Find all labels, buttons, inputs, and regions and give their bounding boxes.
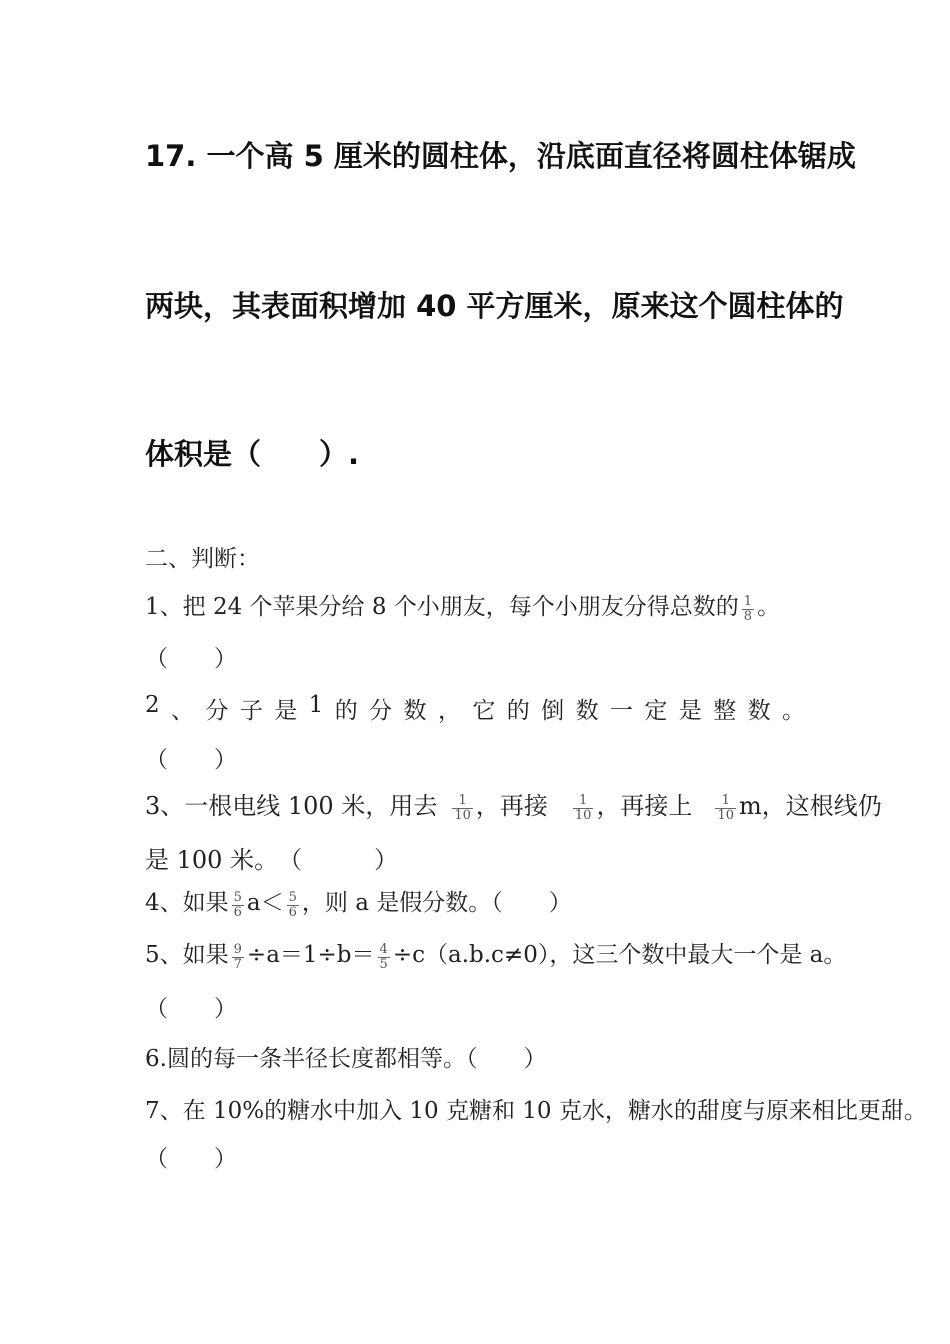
- item-2-char: 它: [472, 698, 496, 724]
- item-2-char: 整: [713, 698, 737, 724]
- item-2-char: 的: [334, 698, 358, 724]
- fraction-denominator: 10: [454, 808, 471, 823]
- fraction-numerator: 5: [233, 889, 242, 905]
- item-2-char: 是: [274, 698, 298, 724]
- item-2-answer-paren[interactable]: （ ）: [145, 747, 237, 773]
- fraction-numerator: 1: [579, 793, 588, 809]
- item-3-text-c: ，再接上: [596, 792, 693, 820]
- item-5-text-b: ÷a＝1÷b＝: [246, 942, 375, 968]
- item-4-text-c: ，则 a 是假分数。（ ）: [301, 890, 572, 916]
- fraction: [742, 595, 754, 623]
- item-1: [145, 588, 780, 622]
- item-2-char: 数: [747, 698, 771, 724]
- item-2-char: 的: [506, 698, 530, 724]
- q17-line-2: 两块，其表面积增加 40 平方厘米，原来这个圆柱体的: [145, 289, 844, 323]
- item-5-text-a: 5、如果: [145, 942, 229, 968]
- fraction-numerator: 1: [721, 793, 730, 809]
- item-7-answer-paren[interactable]: （ ）: [145, 1146, 237, 1172]
- item-4-text-a: 4、如果: [145, 890, 229, 916]
- fraction-numerator: 1: [458, 793, 467, 809]
- item-3-text-b: ，再接: [475, 792, 548, 820]
- item-1-tail: 。: [757, 594, 781, 620]
- item-2-char: 2: [145, 692, 160, 718]
- item-2-char: 数: [575, 698, 599, 724]
- fraction-numerator: 4: [379, 941, 388, 957]
- fraction-denominator: 5: [379, 956, 388, 972]
- item-3: [145, 786, 882, 822]
- item-2-char: 。: [782, 698, 805, 724]
- fraction-denominator: 7: [233, 956, 242, 972]
- item-2-char: 、: [171, 698, 195, 724]
- fraction-denominator: 10: [574, 808, 592, 823]
- item-2-char: 子: [239, 698, 263, 724]
- fraction: [452, 794, 473, 822]
- item-2-char: 是: [678, 698, 702, 724]
- item-2-char: 倒: [541, 698, 565, 724]
- item-2-char: 1: [308, 692, 324, 718]
- item-3-line-2: 是 100 米。 （ ）: [145, 846, 399, 874]
- item-5-answer-paren[interactable]: （ ）: [145, 996, 237, 1022]
- fraction-numerator: 1: [743, 593, 753, 609]
- q17-line-3: 体积是（ ）.: [145, 437, 360, 471]
- item-3-text-a: 3、一根电线 100 米，用去: [145, 792, 438, 820]
- item-5: [145, 936, 846, 970]
- item-2-char: 数: [403, 698, 427, 724]
- fraction-denominator: 10: [717, 808, 734, 823]
- item-2-text: [145, 692, 805, 725]
- item-2-char: ，: [437, 698, 461, 724]
- fraction: [287, 891, 299, 919]
- item-2-char: 分: [205, 698, 229, 724]
- q17-line-1: 17. 一个高 5 厘米的圆柱体，沿底面直径将圆柱体锯成: [145, 139, 856, 173]
- fraction: [232, 943, 244, 971]
- item-2: [145, 692, 805, 725]
- item-4: [145, 884, 572, 918]
- fraction: [378, 943, 390, 971]
- fraction-denominator: 6: [288, 904, 297, 920]
- section-title: 二、判断：: [145, 546, 260, 572]
- fraction-denominator: 8: [743, 608, 753, 624]
- item-2-char: 定: [644, 698, 668, 724]
- fraction-numerator: 5: [288, 889, 297, 905]
- item-2-char: 一: [609, 698, 633, 724]
- fraction: [715, 794, 736, 822]
- fraction: [573, 794, 594, 822]
- item-6: 6.圆的每一条半径长度都相等。（ ）: [145, 1046, 547, 1072]
- fraction-numerator: 9: [233, 941, 242, 957]
- item-2-char: 分: [369, 698, 393, 724]
- fraction: [232, 891, 244, 919]
- item-5-text-c: ÷c（a.b.c≠0），这三个数中最大一个是 a。: [392, 942, 847, 968]
- item-3-text-d: m，这根线仍: [738, 792, 882, 820]
- item-7: 7、在 10%的糖水中加入 10 克糖和 10 克水，糖水的甜度与原来相比更甜。: [145, 1098, 927, 1124]
- item-1-text: 1、把 24 个苹果分给 8 个小朋友，每个小朋友分得总数的: [145, 594, 739, 620]
- fraction-denominator: 6: [233, 904, 242, 920]
- item-4-text-b: a＜: [246, 890, 284, 916]
- item-1-answer-paren[interactable]: （ ）: [145, 646, 237, 672]
